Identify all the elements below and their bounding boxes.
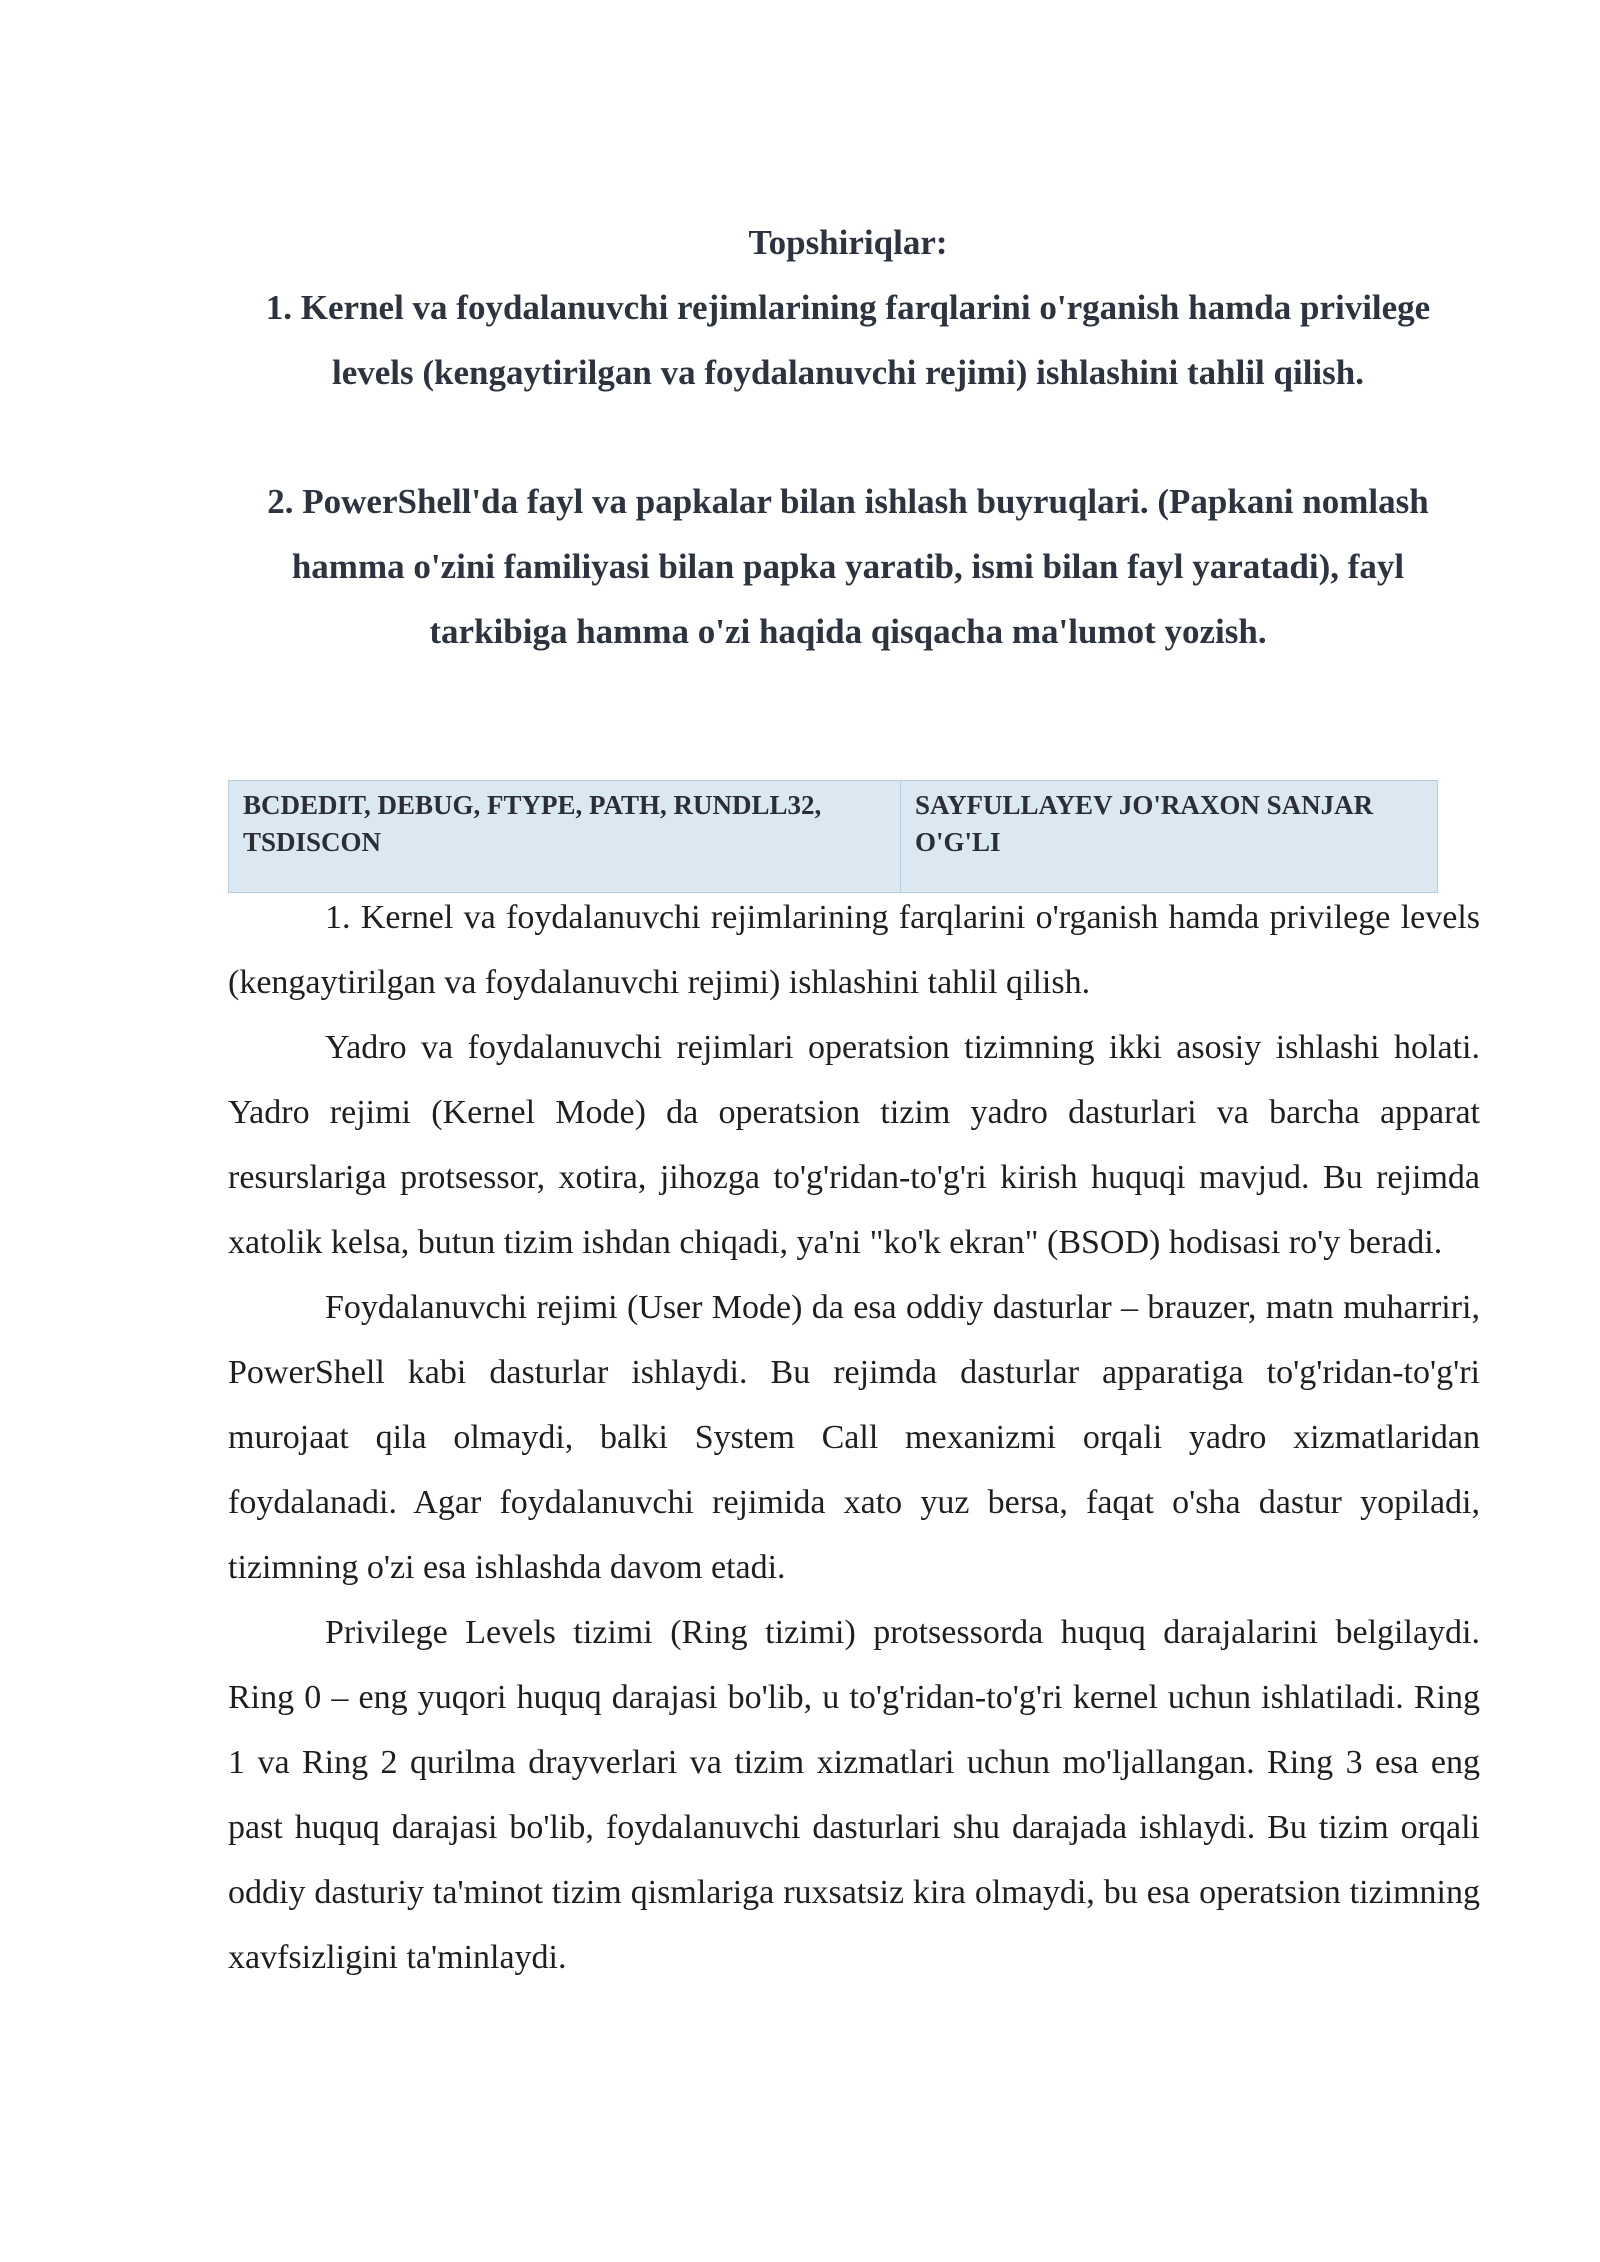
assignment-info-table: [228, 780, 1438, 893]
commands-cell: BCDEDIT, DEBUG, FTYPE, PATH, RUNDLL32, TSDISCON: [229, 781, 901, 893]
task-1-heading: 1. Kernel va foydalanuvchi rejimlarining farqlarini o'rganish hamda privilege levels (kengaytirilgan va foydalanuvchi rejimi) ishlashini tahlil qilish.: [265, 288, 1431, 392]
paragraph-user-mode: Foydalanuvchi rejimi (User Mode) da esa oddiy dasturlar – brauzer, matn muharriri, PowerShell kabi dasturlar ishlaydi. Bu rejimda dasturlar apparatiga to'g'ridan-to'g'ri murojaat qila olmaydi, balki System Call mexanizmi orqali yadro xizmatlaridan foydalanadi. Agar foydalanuvchi rejimida xato yuz bersa, faqat o'sha dastur yopiladi, tizimning o'zi esa ishlashda davom etadi.: [228, 1289, 1480, 1586]
task-heading-block: [228, 210, 1468, 664]
table-row: [229, 781, 1438, 893]
task-2-heading: 2. PowerShell'da fayl va papkalar bilan ishlash buyruqlari. (Papkani nomlash hamma o'zini familiyasi bilan papka yaratib, ismi bilan fayl yaratadi), fayl tarkibiga hamma o'zi haqida qisqacha ma'lumot yozish.: [267, 482, 1429, 651]
body-text: [228, 885, 1480, 1990]
student-name-cell: SAYFULLAYEV JO'RAXON SANJAR O'G'LI: [901, 781, 1438, 893]
heading-spacer: [228, 405, 1468, 469]
paragraph-kernel-mode: Yadro va foydalanuvchi rejimlari operatsion tizimning ikki asosiy ishlashi holati. Yadro rejimi (Kernel Mode) da operatsion tizim yadro dasturlari va barcha apparat resurslariga protsessor, xotira, jihozga to'g'ridan-to'g'ri kirish huquqi mavjud. Bu rejimda xatolik kelsa, butun tizim ishdan chiqadi, ya'ni "ko'k ekran" (BSOD) hodisasi ro'y beradi.: [228, 1029, 1480, 1261]
paragraph-privilege-levels: Privilege Levels tizimi (Ring tizimi) protsessorda huquq darajalarini belgilaydi. Ring 0 – eng yuqori huquq darajasi bo'lib, u to'g'ridan-to'g'ri kernel uchun ishlatiladi. Ring 1 va Ring 2 qurilma drayverlari va tizim xizmatlari uchun mo'ljallangan. Ring 3 esa eng past huquq darajasi bo'lib, foydalanuvchi dasturlari shu darajada ishlaydi. Bu tizim orqali oddiy dasturiy ta'minot tizim qismlariga ruxsatsiz kira olmaydi, bu esa operatsion tizimning xavfsizligini ta'minlaydi.: [228, 1614, 1480, 1976]
page-title: Topshiriqlar:: [748, 223, 948, 262]
paragraph-task-restatement: 1. Kernel va foydalanuvchi rejimlarining farqlarini o'rganish hamda privilege levels (kengaytirilgan va foydalanuvchi rejimi) ishlashini tahlil qilish.: [228, 899, 1480, 1001]
